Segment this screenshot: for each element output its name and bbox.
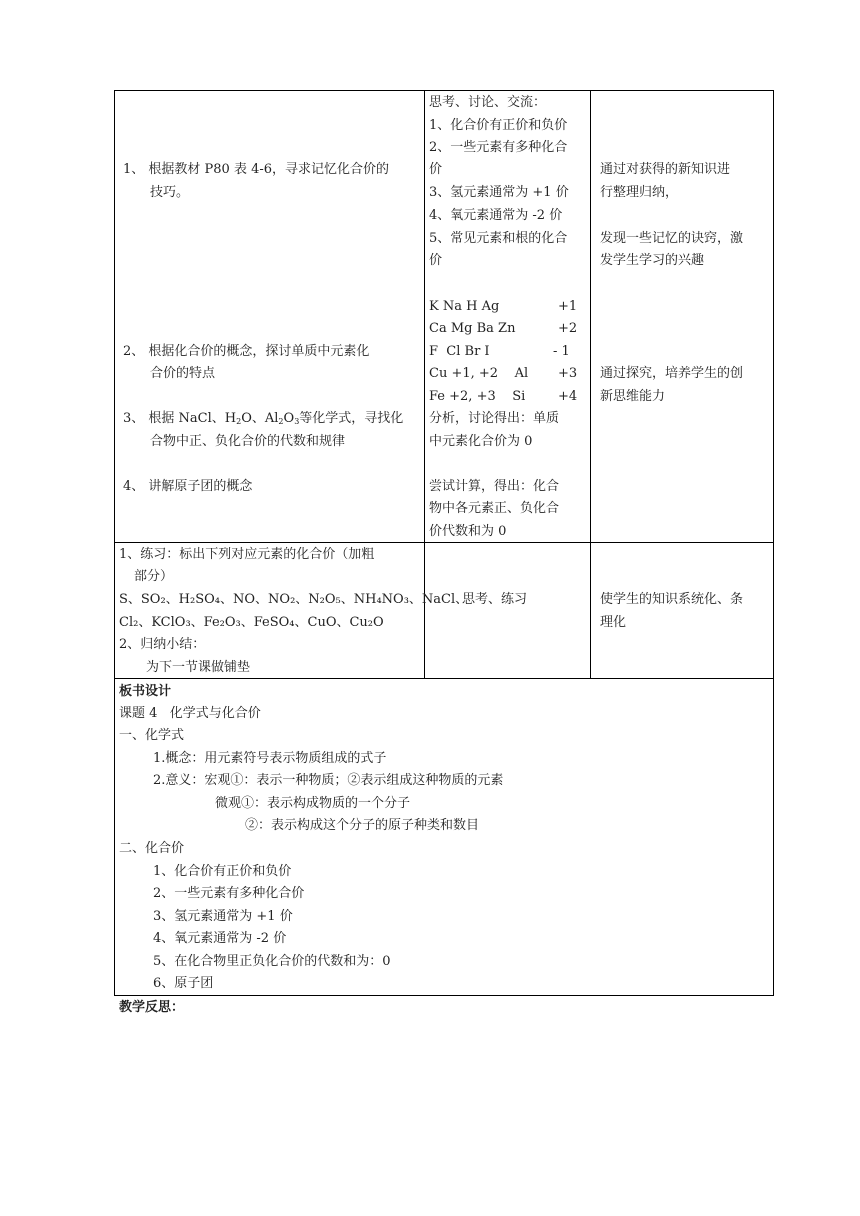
student-line-4: 价 — [429, 162, 443, 177]
valence-row-2-elements: Ca Mg Ba Zn — [429, 321, 516, 336]
conclusion-2-line1: 尝试计算，得出：化合 — [429, 479, 560, 494]
student-line-7: 5、常见元素和根的化合 — [429, 231, 568, 246]
table-border-left — [114, 90, 115, 996]
conclusion-2-line3: 价代数和为 0 — [429, 524, 507, 539]
student-line-5: 3、氢元素通常为 +1 价 — [429, 185, 569, 200]
student-line-8: 价 — [429, 253, 443, 268]
board-sec2-item5: 5、在化合物里正负化合价的代数和为：0 — [153, 954, 391, 969]
board-sec1: 一、化学式 — [119, 728, 185, 743]
intent-2-line1: 发现一些记忆的诀窍，激 — [600, 231, 744, 246]
intent-1-line1: 通过对获得的新知识进 — [600, 162, 731, 177]
student-line-1: 思考、讨论、交流： — [429, 95, 547, 110]
valence-row-3-value: - 1 — [553, 344, 570, 359]
student-line-3: 2、一些元素有多种化合 — [429, 140, 568, 155]
conclusion-1-line1: 分析，讨论得出：单质 — [429, 411, 560, 426]
activity-3-line1: 3、 根据 NaCl、$H_2O$、$Al_2O_3$等化学式，寻找化 — [123, 411, 404, 426]
exercise-formulas-1: S、SO₂、H₂SO₄、NO、NO₂、N₂O₅、NH₄NO₃、NaCl、 — [119, 592, 469, 607]
intent-3-line1: 通过探究，培养学生的创 — [600, 366, 744, 381]
summary-line-2: 为下一节课做铺垫 — [146, 660, 251, 675]
table-border-bottom — [114, 995, 774, 996]
intent-4-line1: 使学生的知识系统化、条 — [600, 592, 744, 607]
activity-4: 4、 讲解原子团的概念 — [123, 479, 253, 494]
board-title: 课题 4 化学式与化合价 — [119, 706, 261, 721]
valence-row-5-value: +4 — [558, 389, 578, 404]
activity-2-line2: 合价的特点 — [150, 366, 216, 381]
student-line-6: 4、氧元素通常为 -2 价 — [429, 208, 563, 223]
table-border-right — [773, 90, 774, 996]
activity-1-line1: 1、 根据教材 P80 表 4-6，寻求记忆化合价的 — [123, 162, 390, 177]
valence-row-5-elements: Fe +2, +3 Si — [429, 389, 526, 404]
board-sec2-item6: 6、原子团 — [153, 976, 214, 991]
intent-2-line2: 发学生学习的兴趣 — [600, 253, 705, 268]
valence-row-2-value: +2 — [558, 321, 578, 336]
valence-row-3-elements: F Cl Br I — [429, 344, 490, 359]
valence-row-4-elements: Cu +1, +2 Al — [429, 366, 529, 381]
exercise-line-1: 1、练习：标出下列对应元素的化合价（加粗 — [119, 547, 375, 562]
intent-3-line2: 新思维能力 — [600, 389, 666, 404]
conclusion-2-line2: 物中各元素正、负化合 — [429, 501, 560, 516]
board-sec2: 二、化合价 — [119, 841, 185, 856]
teaching-reflection: 教学反思： — [119, 1000, 185, 1015]
board-sec1-item3: 微观①：表示构成物质的一个分子 — [215, 796, 411, 811]
valence-row-4-value: +3 — [558, 366, 578, 381]
intent-4-line2: 理化 — [600, 615, 627, 630]
board-sec1-item1: 1.概念：用元素符号表示物质组成的式子 — [153, 751, 387, 766]
exercise-formulas-2: Cl₂、KClO₃、Fe₂O₃、FeSO₄、CuO、Cu₂O — [119, 615, 384, 630]
board-sec2-item3: 3、氢元素通常为 +1 价 — [153, 909, 293, 924]
summary-line-1: 2、归纳小结： — [119, 637, 206, 652]
valence-row-1-elements: K Na H Ag — [429, 299, 500, 314]
board-heading: 板书设计 — [119, 684, 172, 699]
board-sec2-item1: 1、化合价有正价和负价 — [153, 864, 292, 879]
student-practice: 思考、练习 — [462, 592, 528, 607]
activity-2-line1: 2、 根据化合价的概念，探讨单质中元素化 — [123, 344, 370, 359]
board-sec2-item4: 4、氧元素通常为 -2 价 — [153, 931, 287, 946]
board-sec1-item2: 2.意义：宏观①：表示一种物质；②表示组成这种物质的元素 — [153, 773, 504, 788]
conclusion-1-line2: 中元素化合价为 0 — [429, 434, 533, 449]
table-border-top — [114, 90, 774, 91]
activity-1-line2: 技巧。 — [150, 185, 190, 200]
board-sec2-item2: 2、一些元素有多种化合价 — [153, 886, 305, 901]
activity-3-line2: 合物中正、负化合价的代数和规律 — [150, 434, 346, 449]
board-sec1-item4: ②：表示构成这个分子的原子种类和数目 — [245, 818, 480, 833]
col-divider-2 — [590, 90, 591, 679]
student-line-2: 1、化合价有正价和负价 — [429, 118, 568, 133]
valence-row-1-value: +1 — [558, 299, 578, 314]
intent-1-line2: 行整理归纳， — [600, 185, 679, 200]
exercise-line-2: 部分） — [134, 569, 174, 584]
